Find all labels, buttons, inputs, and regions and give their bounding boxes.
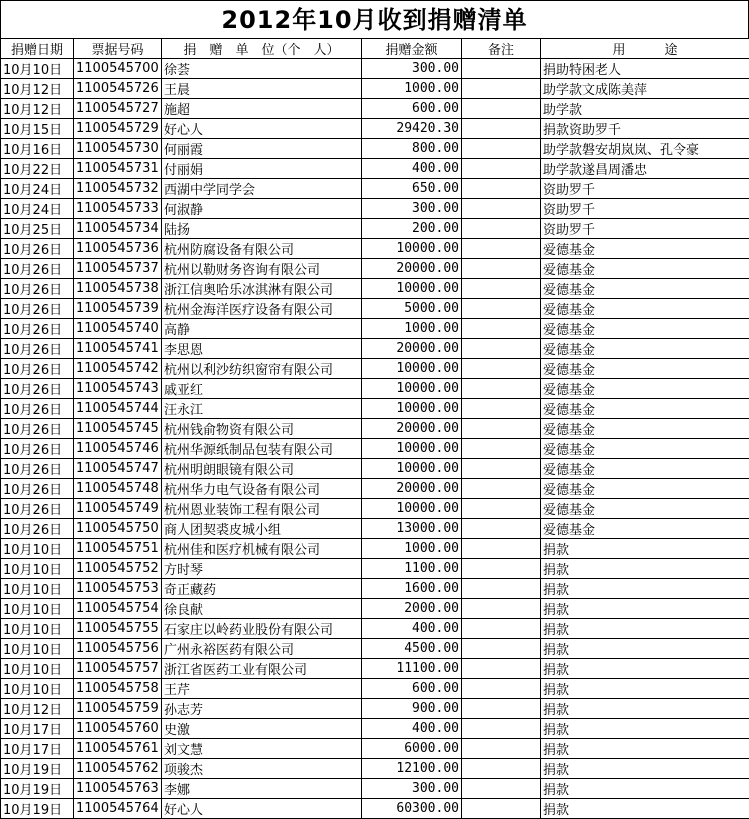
cell-ticket: 1100545738 [74,279,162,299]
table-row [1,299,749,319]
cell-amount: 300.00 [362,59,462,79]
table-row [1,439,749,459]
cell-note [462,559,541,579]
cell-date: 10月26日 [1,239,74,259]
cell-donor: 浙江信奥哈乐冰淇淋有限公司 [162,279,362,299]
cell-date: 10月24日 [1,199,74,219]
cell-date: 10月10日 [1,679,74,699]
cell-note [462,479,541,499]
cell-date: 10月10日 [1,559,74,579]
cell-amount: 1000.00 [362,79,462,99]
cell-donor: 孙志芳 [162,699,362,719]
header-purpose: 用 途 [541,39,749,59]
cell-amount: 29420.30 [362,119,462,139]
cell-purpose: 捐款 [541,579,749,599]
cell-note [462,779,541,799]
cell-note [462,139,541,159]
cell-date: 10月10日 [1,579,74,599]
table-row [1,459,749,479]
header-donor: 捐 赠 单 位（个 人） [162,39,362,59]
cell-date: 10月26日 [1,479,74,499]
cell-note [462,119,541,139]
cell-purpose: 捐款 [541,799,749,819]
cell-date: 10月10日 [1,539,74,559]
cell-ticket: 1100545754 [74,599,162,619]
cell-amount: 10000.00 [362,439,462,459]
cell-purpose: 助学款遂昌周潘忠 [541,159,749,179]
cell-date: 10月17日 [1,739,74,759]
cell-date: 10月12日 [1,79,74,99]
cell-purpose: 爱德基金 [541,319,749,339]
cell-donor: 杭州钱俞物资有限公司 [162,419,362,439]
cell-purpose: 捐款 [541,759,749,779]
cell-purpose: 资助罗千 [541,219,749,239]
donation-table [0,38,749,819]
cell-ticket: 1100545761 [74,739,162,759]
cell-donor: 何淑静 [162,199,362,219]
cell-purpose: 助学款 [541,99,749,119]
cell-ticket: 1100545745 [74,419,162,439]
cell-note [462,379,541,399]
cell-date: 10月19日 [1,799,74,819]
cell-donor: 徐良献 [162,599,362,619]
cell-amount: 400.00 [362,619,462,639]
cell-date: 10月19日 [1,759,74,779]
cell-amount: 300.00 [362,779,462,799]
cell-donor: 杭州恩业装饰工程有限公司 [162,499,362,519]
cell-donor: 史激 [162,719,362,739]
cell-date: 10月10日 [1,59,74,79]
table-row [1,699,749,719]
cell-ticket: 1100545700 [74,59,162,79]
cell-amount: 4500.00 [362,639,462,659]
cell-amount: 1000.00 [362,319,462,339]
cell-amount: 5000.00 [362,299,462,319]
cell-amount: 600.00 [362,99,462,119]
table-row [1,199,749,219]
cell-note [462,679,541,699]
header-amount: 捐赠金额 [362,39,462,59]
cell-date: 10月12日 [1,699,74,719]
cell-donor: 石家庄以岭药业股份有限公司 [162,619,362,639]
cell-purpose: 捐款 [541,559,749,579]
cell-donor: 杭州以勒财务咨询有限公司 [162,259,362,279]
cell-donor: 杭州华力电气设备有限公司 [162,479,362,499]
table-row [1,499,749,519]
cell-date: 10月26日 [1,399,74,419]
cell-amount: 20000.00 [362,339,462,359]
cell-purpose: 资助罗千 [541,179,749,199]
cell-donor: 项骏杰 [162,759,362,779]
cell-ticket: 1100545732 [74,179,162,199]
table-row [1,79,749,99]
table-row [1,139,749,159]
cell-amount: 400.00 [362,719,462,739]
cell-donor: 高静 [162,319,362,339]
cell-amount: 60300.00 [362,799,462,819]
cell-ticket: 1100545756 [74,639,162,659]
cell-purpose: 捐款 [541,619,749,639]
cell-amount: 10000.00 [362,239,462,259]
cell-donor: 方时琴 [162,559,362,579]
cell-purpose: 爱德基金 [541,499,749,519]
cell-ticket: 1100545748 [74,479,162,499]
cell-date: 10月10日 [1,659,74,679]
cell-note [462,459,541,479]
cell-purpose: 爱德基金 [541,479,749,499]
cell-note [462,299,541,319]
cell-donor: 西湖中学同学会 [162,179,362,199]
cell-purpose: 捐款 [541,539,749,559]
cell-purpose: 爱德基金 [541,379,749,399]
cell-ticket: 1100545744 [74,399,162,419]
cell-note [462,99,541,119]
cell-date: 10月26日 [1,279,74,299]
cell-donor: 李娜 [162,779,362,799]
cell-donor: 奇正藏药 [162,579,362,599]
cell-note [462,599,541,619]
cell-ticket: 1100545762 [74,759,162,779]
cell-amount: 1100.00 [362,559,462,579]
cell-ticket: 1100545734 [74,219,162,239]
cell-ticket: 1100545742 [74,359,162,379]
cell-purpose: 爱德基金 [541,259,749,279]
table-row [1,759,749,779]
cell-donor: 杭州明朗眼镜有限公司 [162,459,362,479]
cell-date: 10月26日 [1,499,74,519]
table-row [1,799,749,819]
table-row [1,399,749,419]
cell-ticket: 1100545758 [74,679,162,699]
table-row [1,419,749,439]
table-row [1,679,749,699]
cell-date: 10月16日 [1,139,74,159]
table-row [1,179,749,199]
cell-purpose: 爱德基金 [541,359,749,379]
cell-ticket: 1100545750 [74,519,162,539]
cell-ticket: 1100545741 [74,339,162,359]
cell-donor: 王芹 [162,679,362,699]
cell-purpose: 爱德基金 [541,239,749,259]
cell-ticket: 1100545764 [74,799,162,819]
cell-date: 10月26日 [1,459,74,479]
cell-ticket: 1100545730 [74,139,162,159]
cell-note [462,699,541,719]
cell-note [462,579,541,599]
cell-amount: 2000.00 [362,599,462,619]
cell-ticket: 1100545760 [74,719,162,739]
cell-amount: 1600.00 [362,579,462,599]
header-note: 备注 [462,39,541,59]
cell-date: 10月26日 [1,439,74,459]
table-body [1,59,749,819]
cell-donor: 何丽霞 [162,139,362,159]
table-row [1,719,749,739]
cell-ticket: 1100545746 [74,439,162,459]
cell-date: 10月26日 [1,339,74,359]
cell-amount: 400.00 [362,159,462,179]
cell-note [462,799,541,819]
cell-note [462,259,541,279]
cell-donor: 戚亚红 [162,379,362,399]
cell-ticket: 1100545739 [74,299,162,319]
cell-note [462,279,541,299]
cell-note [462,739,541,759]
table-row [1,59,749,79]
cell-date: 10月26日 [1,519,74,539]
cell-note [462,519,541,539]
cell-date: 10月10日 [1,599,74,619]
cell-amount: 10000.00 [362,359,462,379]
cell-ticket: 1100545727 [74,99,162,119]
cell-ticket: 1100545755 [74,619,162,639]
cell-purpose: 捐款资助罗千 [541,119,749,139]
cell-note [462,79,541,99]
header-row [1,39,749,59]
cell-note [462,499,541,519]
cell-purpose: 捐款 [541,779,749,799]
table-row [1,119,749,139]
cell-donor: 浙江省医药工业有限公司 [162,659,362,679]
cell-donor: 李思恩 [162,339,362,359]
cell-donor: 好心人 [162,799,362,819]
cell-amount: 800.00 [362,139,462,159]
cell-note [462,719,541,739]
cell-date: 10月15日 [1,119,74,139]
cell-date: 10月12日 [1,99,74,119]
table-row [1,519,749,539]
cell-ticket: 1100545757 [74,659,162,679]
cell-amount: 900.00 [362,699,462,719]
table-row [1,219,749,239]
cell-donor: 陆扬 [162,219,362,239]
cell-purpose: 捐助特困老人 [541,59,749,79]
cell-date: 10月25日 [1,219,74,239]
cell-purpose: 捐款 [541,659,749,679]
cell-purpose: 捐款 [541,699,749,719]
cell-note [462,179,541,199]
table-row [1,599,749,619]
table-row [1,99,749,119]
cell-ticket: 1100545751 [74,539,162,559]
cell-amount: 12100.00 [362,759,462,779]
cell-amount: 600.00 [362,679,462,699]
cell-amount: 10000.00 [362,279,462,299]
cell-note [462,759,541,779]
cell-ticket: 1100545763 [74,779,162,799]
cell-donor: 施超 [162,99,362,119]
cell-ticket: 1100545729 [74,119,162,139]
cell-date: 10月26日 [1,299,74,319]
table-row [1,559,749,579]
page-title: 2012年10月收到捐赠清单 [0,0,749,38]
cell-note [462,539,541,559]
cell-donor: 徐荟 [162,59,362,79]
cell-date: 10月10日 [1,639,74,659]
cell-ticket: 1100545736 [74,239,162,259]
cell-amount: 13000.00 [362,519,462,539]
cell-purpose: 爱德基金 [541,439,749,459]
cell-date: 10月10日 [1,619,74,639]
table-row [1,379,749,399]
cell-note [462,159,541,179]
cell-date: 10月24日 [1,179,74,199]
cell-note [462,399,541,419]
cell-purpose: 爱德基金 [541,339,749,359]
header-date: 捐赠日期 [1,39,74,59]
table-row [1,159,749,179]
cell-ticket: 1100545740 [74,319,162,339]
cell-donor: 好心人 [162,119,362,139]
cell-date: 10月22日 [1,159,74,179]
cell-purpose: 爱德基金 [541,519,749,539]
cell-note [462,239,541,259]
cell-ticket: 1100545733 [74,199,162,219]
cell-donor: 王晨 [162,79,362,99]
cell-purpose: 捐款 [541,599,749,619]
cell-amount: 20000.00 [362,479,462,499]
cell-donor: 汪永江 [162,399,362,419]
table-row [1,739,749,759]
table-row [1,639,749,659]
cell-purpose: 助学款文成陈美萍 [541,79,749,99]
cell-purpose: 爱德基金 [541,459,749,479]
cell-donor: 杭州佳和医疗机械有限公司 [162,539,362,559]
cell-donor: 商人团契裘皮城小组 [162,519,362,539]
cell-date: 10月26日 [1,379,74,399]
cell-note [462,359,541,379]
table-row [1,359,749,379]
cell-date: 10月26日 [1,259,74,279]
cell-amount: 300.00 [362,199,462,219]
cell-purpose: 爱德基金 [541,399,749,419]
cell-donor: 付丽娟 [162,159,362,179]
table-row [1,339,749,359]
cell-ticket: 1100545726 [74,79,162,99]
header-ticket: 票据号码 [74,39,162,59]
table-row [1,279,749,299]
cell-date: 10月19日 [1,779,74,799]
cell-ticket: 1100545743 [74,379,162,399]
cell-donor: 广州永裕医药有限公司 [162,639,362,659]
cell-ticket: 1100545752 [74,559,162,579]
table-row [1,619,749,639]
cell-donor: 杭州以利沙纺织窗帘有限公司 [162,359,362,379]
cell-purpose: 捐款 [541,719,749,739]
cell-amount: 10000.00 [362,379,462,399]
cell-amount: 10000.00 [362,459,462,479]
cell-date: 10月26日 [1,319,74,339]
cell-purpose: 爱德基金 [541,419,749,439]
cell-note [462,639,541,659]
cell-amount: 1000.00 [362,539,462,559]
cell-ticket: 1100545759 [74,699,162,719]
cell-note [462,419,541,439]
cell-amount: 200.00 [362,219,462,239]
cell-note [462,659,541,679]
table-row [1,259,749,279]
cell-amount: 650.00 [362,179,462,199]
cell-ticket: 1100545747 [74,459,162,479]
cell-purpose: 捐款 [541,639,749,659]
table-row [1,579,749,599]
cell-note [462,219,541,239]
cell-amount: 20000.00 [362,259,462,279]
table-row [1,539,749,559]
cell-purpose: 捐款 [541,679,749,699]
table-row [1,479,749,499]
cell-purpose: 资助罗千 [541,199,749,219]
cell-purpose: 爱德基金 [541,279,749,299]
cell-donor: 刘文慧 [162,739,362,759]
cell-note [462,619,541,639]
table-row [1,779,749,799]
cell-donor: 杭州华源纸制品包装有限公司 [162,439,362,459]
cell-donor: 杭州防腐设备有限公司 [162,239,362,259]
cell-amount: 20000.00 [362,419,462,439]
cell-note [462,339,541,359]
cell-note [462,59,541,79]
cell-amount: 11100.00 [362,659,462,679]
cell-note [462,199,541,219]
cell-amount: 10000.00 [362,499,462,519]
table-row [1,319,749,339]
cell-date: 10月17日 [1,719,74,739]
cell-date: 10月26日 [1,419,74,439]
cell-donor: 杭州金海洋医疗设备有限公司 [162,299,362,319]
cell-ticket: 1100545753 [74,579,162,599]
cell-purpose: 捐款 [541,739,749,759]
cell-ticket: 1100545731 [74,159,162,179]
cell-note [462,319,541,339]
table-row [1,239,749,259]
cell-amount: 6000.00 [362,739,462,759]
cell-ticket: 1100545749 [74,499,162,519]
table-row [1,659,749,679]
cell-ticket: 1100545737 [74,259,162,279]
cell-purpose: 爱德基金 [541,299,749,319]
cell-purpose: 助学款磐安胡岚岚、孔令豪 [541,139,749,159]
cell-amount: 10000.00 [362,399,462,419]
cell-date: 10月26日 [1,359,74,379]
cell-note [462,439,541,459]
